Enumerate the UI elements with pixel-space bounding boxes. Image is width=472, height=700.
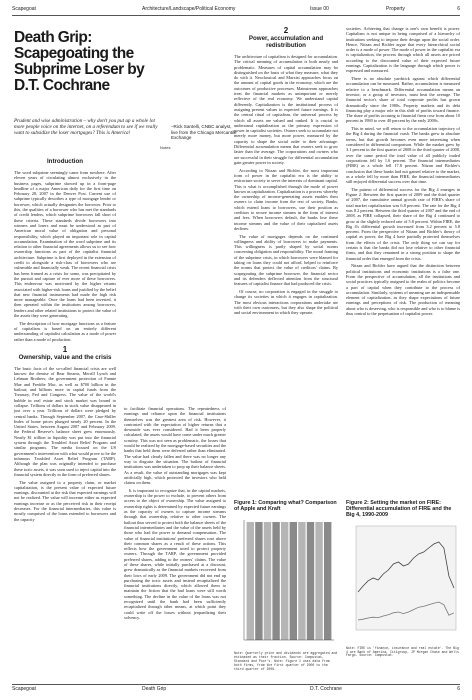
figure-1-caption: Figure 1: Comparing what? Comparison of Apple and Kraft	[234, 500, 337, 513]
column-2	[124, 406, 226, 623]
notes-heading: Notes	[160, 145, 171, 150]
figure-1-chart	[234, 515, 338, 645]
bar	[272, 522, 279, 640]
page-footer	[12, 686, 460, 695]
column-1	[14, 158, 116, 524]
section-heading-2: 2 Power, accumulation and redistribution	[248, 26, 324, 49]
figure-2-chart	[346, 522, 460, 640]
footer-author: D.T. Cochrane	[310, 686, 342, 692]
bar	[264, 522, 271, 640]
article-title: Death Grip: Scapegoating the Subprime Loser by D.T. Cochrane	[14, 29, 145, 94]
paragraph: Nitzan and Bichler have argued that the distinction between political institutions and economic institutions is a false one. From the perspective of accumulation, all the institutions and social practices typically assigned to the realm of politics become a part of capital when they contribute to the process of accumulation. Similarly, systems of meaning are an indispensable element of capitalization, as they shape expectations of future earnings and perceptions of risk. The production of meaning about who is deserving, who is responsible and who is to blame is thus central to the perpetuation of capitalist power.	[346, 263, 460, 316]
figure-1-source-note: Note: Quarterly price and dividends are aggregated and estimated as their fraction. Source: Compustat, Standard and Poor's. Note: Figure 1 uses data from both firms, from the first quarter of 2000 to the third quarter of 2009.	[234, 651, 338, 672]
header-journal: Scapegoat	[12, 6, 36, 12]
section-heading-intro: Introduction	[46, 158, 84, 165]
figure-1	[234, 500, 338, 672]
paragraph: Of course, no corporation is engaged in the struggle to change its societies in which it engages in capitalization. The most obvious interactions corporations undertake are with their own customers, but they also shape the political and social environment in which they operate.	[234, 288, 338, 316]
footer-journal: Scapegoat	[12, 686, 36, 692]
bar	[255, 522, 262, 640]
paragraph: The value assigned to a property claim, or market capitalization, is the present value of expected future earnings, discounted at the risk that expected earnings will not be realized. The value will increase either as expected earnings increase or as the perceived risk in their receipt decreases. For the financial intermediaries, this value is mostly comprised of the loans extended to borrowers and the capacity	[14, 479, 116, 522]
figure-2-caption: Figure 2: Setting the market on FIRE: Differential accumulation of FIRE and the Big 4, 1990-2009	[346, 500, 452, 519]
figure-2-source-note: Note: FIRE is 'finance, insurance and real estate'. The Big 4 are Bank of America, Citigroup, JP Morgan Chase and Wells Fargo. Source: Compustat.	[346, 645, 459, 658]
header-section: Architecture/Landscape/Political Economy	[142, 6, 236, 12]
epigraph-attribution	[171, 124, 243, 141]
page-header	[12, 6, 460, 15]
column-4	[346, 26, 460, 496]
paragraph: According to Nitzan and Bichler, the most important form of power in the capitalist era is the ability to restructure society to serve the interests of dominant capital. This is what is accomplished through the mode of power known as capitalization. Capitalization is a process whereby the ownership of income-generating assets enables their owners to claim income from the rest of society. Banks, which extend loans to borrowers, use their position as creditors to secure income streams in the form of interest and fees. When borrowers default, the banks lose these income streams and the value of their capitalized assets declines.	[234, 167, 338, 231]
plot-area	[356, 526, 456, 630]
header-theme: Property	[386, 6, 405, 12]
bar	[307, 522, 314, 640]
paragraph: It is important to recognize that, in the capital markets, ownership is the power to exclude, to prevent others from access to the object of ownership. The value assigned to ownership rights is determined by expected future earnings as the capacity of owners to capture income streams through that ownership, relative to other owners. The bailout thus served to protect both the balance sheets of the financial intermediaries and the value of the assets held by those who had the power to demand compensation. The value of financial institutions' preferred shares rose above their common shares as a result of these actions. This reflects how the government acted to protect property owners. Through the TARP, the government provided preferred shares, adding to the owners' claims. The value of these shares, while initially purchased at a discount, grew dramatically as the financial markets recovered from their lows of early 2009. The government did not end up purchasing the toxic assets and instead recapitalized the financial institutions directly, which allowed them to maintain the fiction that the bad loans were still worth something. The decline in the value of the loans was not recognized until the bank had been sufficiently recapitalized through other means, at which point they could write off the losses without jeopardizing their solvency.	[124, 487, 226, 620]
footer-rule	[12, 684, 460, 685]
paragraph: The basic facts of the so-called financial crisis are well known: the demise of Bear Stearns, Merrill Lynch and Lehman Brothers; the government protection of Fannie Mae and Freddie Mac, as well as $700 billion in the bailout; and billions more in capital funds from the Treasury, Fed and Congress. The value of the world's bubble in real estate and stock market was bound to collapse. Trillions of dollars in stock value disappeared in just over a year. Trillions of dollars were pledged by central banks. Through September 2007, the Case-Shiller Index of home prices plunged nearly 20 percent. In the United States, between August 2007 and February 2009, the Federal Reserve's balance sheet grew enormously. Nearly $1 trillion in liquidity was put into the financial system through the Troubled Asset Relief Program and similar programs. The media focused on the US government's intervention with what would prove to be the infamous Troubled Asset Relief Program (TARP). Although the plan was originally intended to purchase these toxic assets, it was soon used to inject capital into the financial system directly in the form of preferred shares.	[14, 365, 116, 477]
paragraph: This in mind, we will return to the accumulation trajectory of the Big 4 during the financial crash. The banks grew in absolute terms, but that growth becomes even more interesting when considered in differential comparison. While the market grew by 3.1 percent in the first quarter of 2008 to the third quarter of 2008, over the same period the total value of all publicly traded corporations fell by 1.6 percent. The financial intermediaries (FIRE) as a whole fell 17.8 percent. Nitzan and Bichler's conclusion that these banks had not gained relative to the market, as a whole fell by more than FIRE, the financial intermediaries still enjoyed differential success over that time.	[346, 126, 460, 185]
attribution-line: –Rick Santelli, CNBC analyst,	[171, 124, 232, 129]
header-page: 6	[457, 6, 460, 12]
header-issue: Issue 00	[310, 6, 329, 12]
paragraph: The word subprime seemingly came from nowhere. After eleven years of circulating almost exclusively in the business pages, subprime showed up in a front-page headline of a major American daily for the first time on February 28, 2007 in the Denver Post. Current use of subprime typically describes a type of mortgage lender or borrower, which actually designates the borrower. Prior to this, the qualities of a borrower who has met the standards of credit lenders, which subprime borrowers fall short of these criteria. These standards divide borrowers into winners and losers and must be understood as part of American moral value of obligation and personal responsibility, which played an important role in capital accumulation. Examination of the word subprime and its relation to other financial agreements allows us to see how ownership functions as part of the capitalist financial architecture. Subprime is first deployed in the extension of credit to alongside a risk-class of borrowers who are vulnerable and financially weak. The recent financial crisis has been framed as a crisis for some, was precipitated by the pursuit and capture of ever more of these borrowers. This endeavour was motivated by the higher returns associated with higher-risk loans and justified by the belief that new financial instruments had made the high risk more manageable. Once the loans had been invested, it then operated within the institutions among borrowers, lenders and other related institutions to protect the value of the assets they were generating.	[14, 170, 116, 319]
bar	[324, 522, 331, 640]
footer-title: Death Grip	[142, 686, 167, 692]
article-lede: Prudent and wise administration – why don't you put up a whole lot more people voice on the internet, on a referendum to see if we really want to subsidize the loser mortgages? This is America!	[14, 118, 158, 137]
paragraph: The architecture of capitalism is designed for accumulation. The critical meaning of accumulation is both nearly and problematic. Measures of capital accumulation may be distinguished on the basis of what they measure, what they do with it. Neoclassical and Marxist approaches focus on the amount of capital goods in the economy, which are the outcomes of productive processes. Mainstream approaches treat the financial markets as unimportant or merely reflective of the real economy. We understand capital differently. Capitalization is the institutional process of assigning present values to expected future earnings. It is the central ritual of capitalism, the universal process by which all assets are valued and ranked. It is crucial to understand capitalization as the primary expression of power in capitalist societies. Owners seek to accumulate not merely more money, but more power, measured by the capacity to shape the social order to their advantage. Differential accumulation means that owners seek to grow faster than the average. The corporations and owners who are successful in their struggle for differential accumulation gain greater power in society.	[234, 54, 338, 165]
paragraph: There is no absolute yardstick against which differential accumulation can be measured. Rather, accumulation is measured relative to a benchmark. Differential accumulation means an investor, or a group of investors, must beat the average. The financial sector's share of total corporate profits has grown dramatically since the 1980s. Property markets and its debt financing play a major role in this shift of profits toward finance. The share of profits accruing to financial firms rose from about 10 percent in 1980 to over 40 percent by the early 2000s.	[346, 76, 460, 124]
bar	[315, 522, 322, 640]
bar	[290, 522, 297, 640]
header-rule	[12, 15, 460, 16]
figure-2	[346, 500, 460, 658]
bar	[298, 522, 305, 640]
attribution-line: live from the Chicago Mercantile Exchange	[171, 129, 237, 141]
bar	[247, 522, 254, 640]
paragraph: The description of how mortgage functions as a feature of capitalism is based on an entirely different understanding of capitalist calculation as a mode of power rather than a mode of production.	[14, 320, 116, 342]
paragraph: The pattern of differential success for the Big 4 emerges in Figure 2. Between the first quarter of 2009 and the third quarter of 2007, the cumulative annual growth rate of FIRE's share of total market capitalization was 6.8 percent. The rate for the Big 4 was 8.2 percent. Between the third quarter of 2007 and the end of 2008, as FIRE collapsed, their share of the Big 4 continued to grow at the slightly reduced rate of 5.8 percent. Within FIRE, the Big 4's differential growth increased from 3.2 percent to 5.8 percent. From the perspective of Nitzan and Bichler's theory of capital as power, the Big 4 have partially protected themselves from the effects of the crisis. The only thing we can say for certain is that the banks did not lose relative to other financial firms, and that they remained in a strong position to shape the financial order that emerged from the crisis.	[346, 186, 460, 261]
footer-page: 6	[457, 686, 460, 692]
section-heading-1: 1 Ownership, value and the crisis	[18, 344, 112, 361]
paragraph: societies. Achieving that change is one's own benefit is power. Capitalism is not unique in being comprised of a hierarchy of institutions seeking to impose their design upon the social order. Hence, Nitzan and Bichler argue that every hierarchical social order is a mode of power. The mode of power in the capitalist era is capitalization, the process through which all assets are priced according to the discounted value of their expected future earnings. Capitalization is the language through which power is expressed and measured.	[346, 26, 460, 74]
column-3	[234, 26, 338, 496]
paragraph: to facilitate financial operations. The repeatedness of earnings and reliance upon the financial institutions themselves was the greatest area of risk. However, it contrasted with the expectation of higher returns that a downside was ever considered. Had it been properly calculated, the assets would have come under much greater scrutiny. This was not seen as problematic, the losses that would be realized by the mortgage-based securities and the banks that held them were deferred rather than eliminated. The value had clearly fallen and there was no longer any way to disguise the situation. The bailout of financial institutions was undertaken to prop up their balance sheets. As a result, the value of outstanding mortgages was kept artificially high, which protected the investors who held claims on them.	[124, 406, 226, 486]
paragraph: The value of mortgages depends on the continued willingness and ability of borrowers to make payments. This willingness is partly shaped by social norms concerning obligation and responsibility. The moral framing of the subprime crisis, in which borrowers were blamed for taking on loans they could not afford, helped to reinforce the norms that protect the value of creditors' claims. By scapegoating the subprime borrower, the financial sector and its defenders deflected attention from the structural features of capitalist finance that had produced the crisis.	[234, 233, 338, 287]
bar	[281, 522, 288, 640]
